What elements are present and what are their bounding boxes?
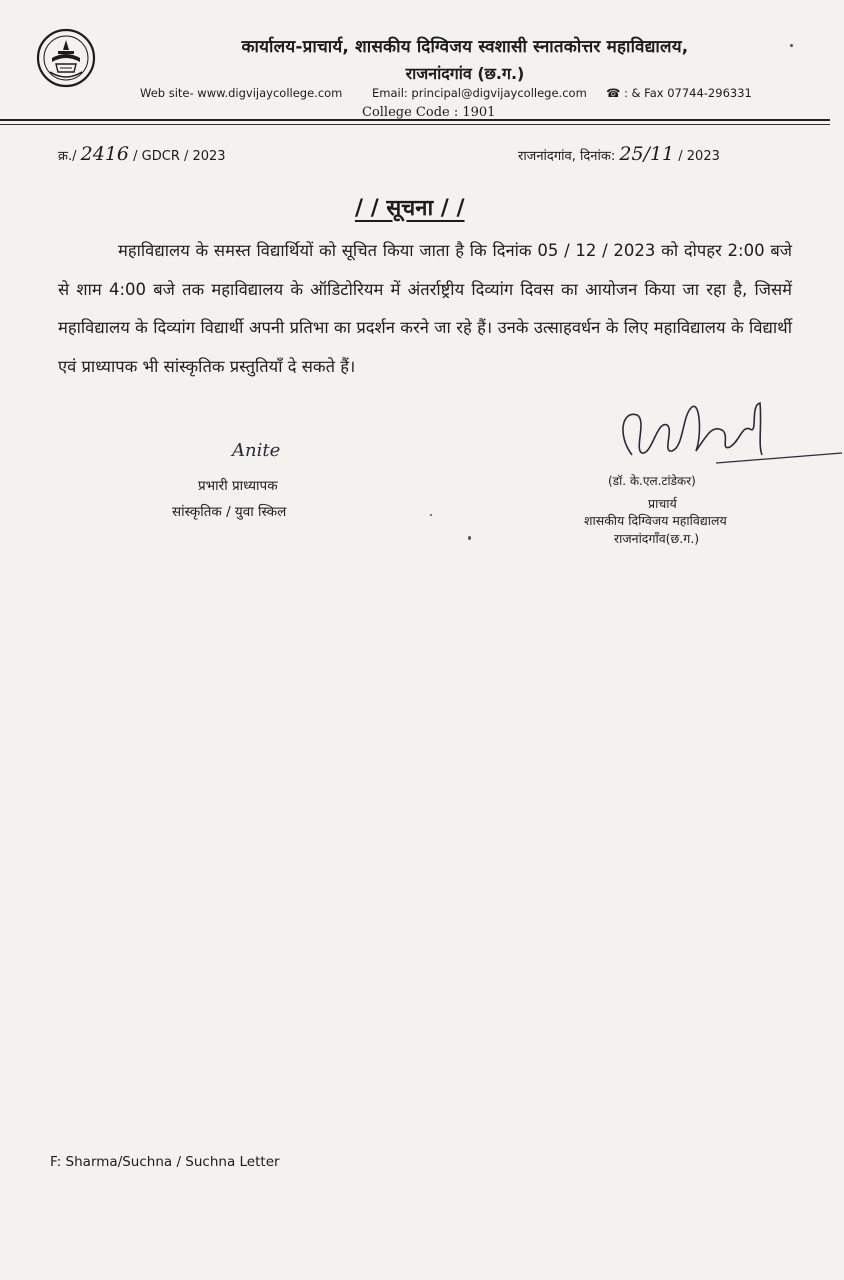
left-signature-initials: Anite xyxy=(232,440,281,461)
principal-location: राजनांदगाँव(छ.ग.) xyxy=(614,531,700,546)
notice-date xyxy=(518,143,720,165)
college-email: Email: principal@digvijaycollege.com xyxy=(372,86,587,100)
left-signatory-designation: प्रभारी प्राध्यापक xyxy=(198,478,278,494)
scan-speck xyxy=(790,44,793,47)
college-city: राजनांदगांव (छ.ग.) xyxy=(405,64,525,83)
principal-designation: प्राचार्य xyxy=(648,496,677,511)
reference-suffix: / GDCR / 2023 xyxy=(133,149,226,164)
college-fax: ☎ : & Fax 07744-296331 xyxy=(606,86,752,100)
college-title: कार्यालय-प्राचार्य, शासकीय दिग्विजय स्वशासी स्नातकोत्तर महाविद्यालय, xyxy=(241,37,689,57)
reference-prefix: क्र./ xyxy=(58,149,77,164)
reference-number xyxy=(58,143,226,165)
notice-body: महाविद्यालय के समस्त विद्यार्थियों को सूचित किया जाता है कि दिनांक 05 / 12 / 2023 को दोपहर 2:00 बजे से शाम 4:00 बजे तक महाविद्यालय के ऑडिटोरियम में अंतर्राष्ट्रीय दिव्यांग दिवस का आयोजन किया जा रहा है, जिसमें महाविद्यालय के दिव्यांग विद्यार्थी अपनी प्रतिभा का प्रदर्शन करने जा रहे हैं। उनके उत्साहवर्धन के लिए महाविद्यालय के विद्यार्थी एवं प्राध्यापक भी सांस्कृतिक प्रस्तुतियाँ दे सकते हैं। xyxy=(58,241,792,376)
scan-speck xyxy=(430,514,432,516)
notice-heading: / / सूचना / / xyxy=(355,196,465,221)
principal-signature xyxy=(612,395,842,475)
header-divider-thin xyxy=(0,124,830,125)
scan-speck xyxy=(468,536,471,540)
college-emblem-logo xyxy=(36,28,96,88)
date-year: / 2023 xyxy=(678,149,720,164)
principal-institution: शासकीय दिग्विजय महाविद्यालय xyxy=(584,513,727,528)
date-handwritten: 25/11 xyxy=(619,143,675,165)
college-code: College Code : 1901 xyxy=(362,105,496,120)
left-signatory-department: सांस्कृतिक / युवा स्किल xyxy=(172,504,287,520)
file-reference: F: Sharma/Suchna / Suchna Letter xyxy=(50,1154,280,1170)
date-prefix: राजनांदगांव, दिनांक: xyxy=(518,149,616,164)
reference-handwritten-number: 2416 xyxy=(80,143,129,165)
college-website: Web site- www.digvijaycollege.com xyxy=(140,86,343,100)
header-divider-thick xyxy=(0,119,830,121)
principal-name: (डॉ. के.एल.टांडेकर) xyxy=(608,474,696,488)
